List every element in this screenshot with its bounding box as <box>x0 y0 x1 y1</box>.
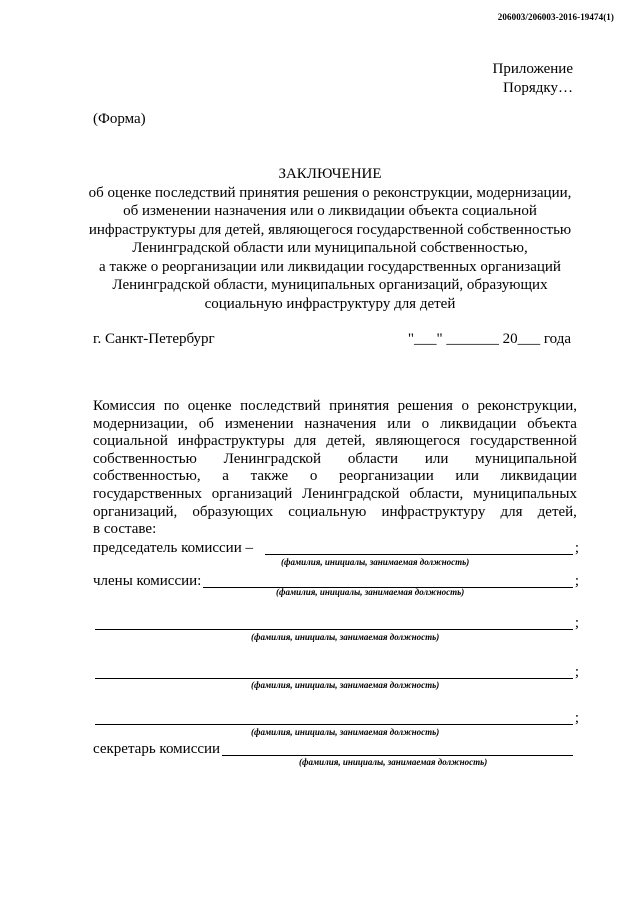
body-word: назначения <box>304 415 377 432</box>
body-word: о <box>309 468 318 485</box>
form-label: (Форма) <box>93 111 146 127</box>
body-word: детей, <box>326 433 366 450</box>
member-fill-line-4[interactable] <box>95 710 573 725</box>
title-line: социальную инфраструктуру для детей <box>204 295 456 312</box>
title-line: Ленинградской области, муниципальных организаций, образующих <box>112 277 548 293</box>
place-text: г. Санкт-Петербург <box>93 331 215 347</box>
member-hint-3: (фамилия, инициалы, занимаемая должность) <box>251 680 440 690</box>
body-line <box>93 486 577 504</box>
body-word: последствий <box>240 398 321 414</box>
body-word: собственностью <box>93 450 197 467</box>
body-line <box>93 468 577 486</box>
chairman-semicolon: ; <box>574 540 579 556</box>
body-word: а <box>222 468 229 485</box>
members-label: члены комиссии: <box>93 573 202 589</box>
member-row-2 <box>93 612 579 632</box>
member-hint-1: (фамилия, инициалы, занимаемая должность) <box>276 587 465 597</box>
body-word: о <box>421 415 430 432</box>
appendix-line-2: Порядку… <box>503 80 573 96</box>
body-word: области <box>347 450 399 467</box>
appendix-line-1: Приложение <box>492 61 573 77</box>
body-word: детей, <box>537 503 577 520</box>
body-word: об <box>198 415 214 432</box>
body-word: ликвидации <box>500 468 577 485</box>
member-hint-4: (фамилия, инициалы, занимаемая должность) <box>251 727 440 737</box>
body-word: модернизации, <box>93 415 188 432</box>
body-word: принятия <box>329 398 390 414</box>
secretary-fill-line[interactable] <box>222 741 573 756</box>
body-word: собственностью, <box>93 468 201 485</box>
body-word: решения <box>397 398 453 414</box>
body-word: области, <box>409 485 464 502</box>
body-word: Ленинградской <box>302 485 400 502</box>
body-word: оценке <box>187 398 232 414</box>
body-word: инфраструктуры <box>177 433 285 450</box>
title-heading: ЗАКЛЮЧЕНИЕ <box>278 166 382 182</box>
title-line: об изменении назначения или о ликвидации объекта социальной <box>123 203 537 219</box>
body-word: социальной <box>93 433 168 450</box>
body-word: объекта <box>527 415 577 432</box>
member-semicolon-3: ; <box>574 664 579 680</box>
body-word: организаций, <box>93 503 178 520</box>
body-line <box>93 398 577 416</box>
body-word: муниципальных <box>473 485 577 502</box>
member-semicolon-4: ; <box>574 710 579 726</box>
secretary-hint: (фамилия, инициалы, занимаемая должность) <box>299 757 488 767</box>
body-word: организаций <box>211 485 293 502</box>
body-word: являющегося <box>375 433 461 450</box>
body-line <box>93 504 577 522</box>
body-word: для <box>294 433 317 450</box>
body-word: для <box>500 503 523 520</box>
chairman-fill-line[interactable] <box>265 540 573 555</box>
date-template: "___" _______ 20___ года <box>407 331 571 347</box>
body-word: реорганизации <box>339 468 434 485</box>
title-line: инфраструктуры для детей, являющегося государственной собственностью <box>88 221 572 238</box>
document-title <box>70 165 590 313</box>
body-word: ликвидации <box>440 415 517 432</box>
member-row-4 <box>93 707 579 727</box>
member-fill-line-3[interactable] <box>95 664 573 679</box>
member-row-3 <box>93 661 579 681</box>
body-word: государственной <box>470 433 577 450</box>
body-word: о <box>461 398 469 414</box>
members-semicolon: ; <box>574 573 579 589</box>
body-word: или <box>424 450 449 467</box>
body-word: изменении <box>224 415 294 432</box>
secretary-row <box>93 738 575 758</box>
body-word: реконструкции, <box>477 398 577 414</box>
chairman-label: председатель комиссии – <box>93 540 253 556</box>
secretary-label: секретарь комиссии <box>93 741 221 757</box>
member-fill-line-1[interactable] <box>203 573 572 588</box>
body-word: по <box>163 398 180 414</box>
chairman-hint: (фамилия, инициалы, занимаемая должность) <box>281 557 470 567</box>
body-line <box>93 451 577 469</box>
body-word: социальную <box>288 503 367 520</box>
body-line <box>93 433 577 451</box>
member-fill-line-2[interactable] <box>95 615 573 630</box>
body-line <box>93 416 577 434</box>
body-word: муниципальной <box>475 450 577 467</box>
body-word: Комиссия <box>93 398 156 414</box>
body-word: инфраструктуру <box>381 503 486 520</box>
title-line: об оценке последствий принятия решения о реконструкции, модернизации, <box>88 184 572 201</box>
body-word: также <box>250 468 289 485</box>
body-word: в составе: <box>93 521 157 538</box>
title-line: а также о реорганизации или ликвидации государственных организаций <box>99 258 561 275</box>
body-word: Ленинградской <box>223 450 322 467</box>
body-paragraph <box>93 398 577 539</box>
body-word: или <box>455 468 479 485</box>
body-word: образующих <box>192 503 274 520</box>
appendix-reference <box>492 60 573 98</box>
body-word: или <box>387 415 411 432</box>
place-date-row <box>93 331 575 348</box>
body-word: государственных <box>93 485 202 502</box>
member-hint-2: (фамилия, инициалы, занимаемая должность) <box>251 632 440 642</box>
member-semicolon-2: ; <box>574 615 579 631</box>
document-id: 206003/206003-2016-19474(1) <box>497 12 614 22</box>
chairman-row <box>93 537 579 557</box>
title-line: Ленинградской области или муниципальной собственностью, <box>132 240 528 256</box>
